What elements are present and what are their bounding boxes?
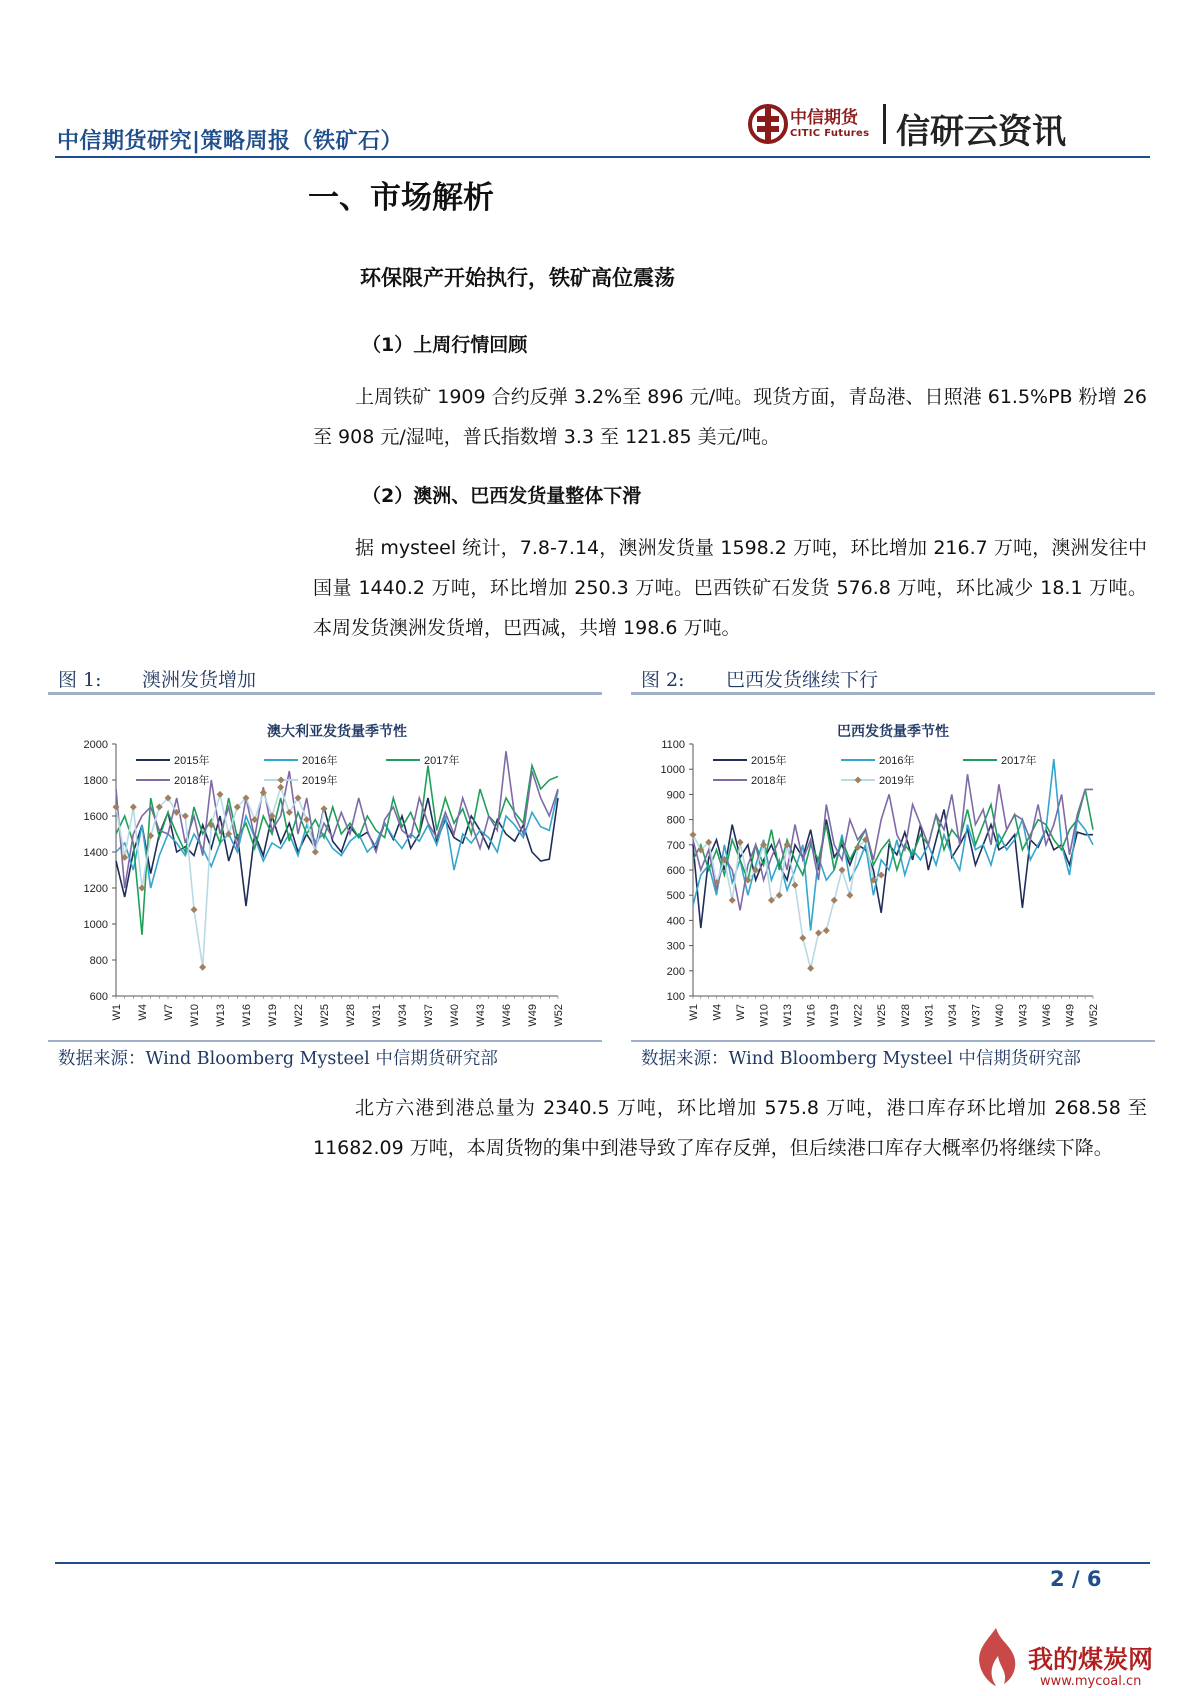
logo-chinese-name: 中信期货 <box>790 108 858 128</box>
x-tick-label: W7 <box>163 1004 175 1021</box>
data-point-2019年 <box>815 930 822 937</box>
x-tick-label: W22 <box>293 1004 305 1027</box>
chart-title: 澳大利亚发货量季节性 <box>267 723 407 739</box>
x-tick-label: W40 <box>449 1004 461 1027</box>
watermark-site-name: 我的煤炭网 <box>1028 1645 1154 1674</box>
x-tick-label: W22 <box>852 1004 865 1027</box>
x-tick-label: W37 <box>423 1004 435 1027</box>
data-point-2019年 <box>130 804 137 811</box>
y-tick-label: 1400 <box>83 847 108 859</box>
data-point-2019年 <box>791 882 798 889</box>
legend-label: 2017年 <box>424 755 460 767</box>
paragraph-port-arrivals: 北方六港到港总量为 2340.5 万吨，环比增加 575.8 万吨，港口库存环比增加 268.58 至 11682.09 万吨，本周货物的集中到港导致了库存反弹，但后续港口库存大概率仍将继续下降。 <box>313 1097 1147 1159</box>
y-tick-label: 1600 <box>83 811 108 823</box>
x-tick-label: W1 <box>111 1004 123 1021</box>
series-line-2019年 <box>116 787 324 967</box>
x-tick-label: W34 <box>946 1004 959 1027</box>
figure-2-caption: 巴西发货继续下行 <box>726 669 879 691</box>
x-tick-label: W46 <box>501 1004 513 1027</box>
legend-label: 2016年 <box>302 755 338 767</box>
chart-title: 巴西发货量季节性 <box>837 723 949 739</box>
figure-2-label: 图 2: <box>641 669 685 691</box>
paragraph-weekly-review: 上周铁矿 1909 合约反弹 3.2%至 896 元/吨。现货方面，青岛港、日照港 61.5%PB 粉增 26 至 908 元/湿吨，普氏指数增 3.3 至 121.85 美元/吨。 <box>313 386 1147 448</box>
y-tick-label: 300 <box>666 940 685 953</box>
data-point-2019年 <box>260 789 267 796</box>
paragraph-shipments: 据 mysteel 统计，7.8-7.14，澳洲发货量 1598.2 万吨，环比增加 216.7 万吨，澳洲发往中国量 1440.2 万吨，环比增加 250.3 万吨。巴西铁矿石发货 576.8 万吨，环比减少 18.1 万吨。本周发货澳洲发货增，巴西减，共增 198.6 万吨。 <box>313 537 1147 639</box>
x-tick-label: W16 <box>805 1004 818 1027</box>
chart-australia-shipments <box>48 702 602 1040</box>
x-tick-label: W25 <box>876 1004 889 1027</box>
x-tick-label: W10 <box>189 1004 201 1027</box>
x-tick-label: W28 <box>345 1004 357 1027</box>
x-tick-label: W49 <box>527 1004 539 1027</box>
article-subheading: 环保限产开始执行，铁矿高位震荡 <box>360 266 675 290</box>
data-point-2019年 <box>199 964 206 971</box>
legend-label: 2018年 <box>751 775 787 787</box>
data-point-2019年 <box>217 791 224 798</box>
section-title: 一、市场解析 <box>308 180 494 216</box>
data-point-2019年 <box>303 816 310 823</box>
y-tick-label: 600 <box>89 991 108 1003</box>
x-tick-label: W19 <box>267 1004 279 1027</box>
flame-watermark-icon <box>968 1624 1024 1690</box>
figure-2-top-rule <box>631 692 1155 695</box>
x-tick-label: W31 <box>923 1004 936 1027</box>
x-tick-label: W31 <box>371 1004 383 1027</box>
x-tick-label: W46 <box>1040 1004 1053 1027</box>
x-tick-label: W16 <box>241 1004 253 1027</box>
data-point-2019年 <box>690 831 697 838</box>
legend-label: 2019年 <box>302 775 338 787</box>
legend-label: 2017年 <box>1001 755 1037 767</box>
figure-1-bottom-rule <box>48 1040 602 1042</box>
figure-1-top-rule <box>48 692 602 695</box>
x-tick-label: W34 <box>397 1004 409 1027</box>
legend-label: 2015年 <box>174 755 210 767</box>
heading-weekly-review: （1）上周行情回顾 <box>362 334 528 356</box>
logo-english-name: CITIC Futures <box>790 128 870 139</box>
chart-brazil-shipments <box>631 702 1155 1040</box>
x-tick-label: W43 <box>475 1004 487 1027</box>
x-tick-label: W13 <box>782 1004 795 1027</box>
x-tick-label: W4 <box>137 1004 149 1021</box>
y-tick-label: 200 <box>666 965 685 978</box>
y-tick-label: 500 <box>666 890 685 903</box>
legend-label: 2015年 <box>751 755 787 767</box>
figure-1-caption: 澳洲发货增加 <box>142 669 257 691</box>
data-point-2019年 <box>321 805 328 812</box>
y-tick-label: 800 <box>89 955 108 967</box>
brand-name: 信研云资讯 <box>896 112 1066 152</box>
x-tick-label: W19 <box>829 1004 842 1027</box>
x-tick-label: W52 <box>1088 1004 1100 1027</box>
figure-2-bottom-rule <box>631 1040 1155 1042</box>
footer-divider <box>55 1562 1150 1564</box>
x-tick-label: W40 <box>993 1004 1006 1027</box>
x-tick-label: W28 <box>899 1004 912 1027</box>
x-tick-label: W37 <box>970 1004 983 1027</box>
data-point-2019年 <box>831 897 838 904</box>
y-tick-label: 1000 <box>660 764 685 777</box>
data-point-2019年 <box>823 927 830 934</box>
figure-2-source: 数据来源：Wind Bloomberg Mysteel 中信期货研究部 <box>641 1049 1081 1069</box>
x-tick-label: W49 <box>1064 1004 1077 1027</box>
y-tick-label: 1100 <box>661 739 685 751</box>
y-tick-label: 900 <box>666 789 685 802</box>
legend-marker <box>278 777 285 784</box>
x-tick-label: W4 <box>711 1004 724 1021</box>
y-tick-label: 400 <box>666 915 685 928</box>
legend-marker <box>855 777 862 784</box>
data-point-2019年 <box>799 935 806 942</box>
data-point-2019年 <box>286 809 293 816</box>
x-tick-label: W43 <box>1017 1004 1030 1027</box>
legend-label: 2018年 <box>174 775 210 787</box>
legend-label: 2016年 <box>879 755 915 767</box>
data-point-2019年 <box>839 867 846 874</box>
y-tick-label: 700 <box>666 839 685 852</box>
citic-logo-icon <box>748 100 788 146</box>
header-divider <box>55 156 1150 158</box>
data-point-2019年 <box>277 784 284 791</box>
x-tick-label: W25 <box>319 1004 331 1027</box>
watermark-url: www.mycoal.cn <box>1040 1674 1142 1689</box>
legend-label: 2019年 <box>879 775 915 787</box>
heading-shipments: （2）澳洲、巴西发货量整体下滑 <box>362 485 642 507</box>
x-tick-label: W10 <box>758 1004 771 1027</box>
y-tick-label: 2000 <box>83 739 108 751</box>
report-header-title: 中信期货研究|策略周报（铁矿石） <box>57 129 404 154</box>
figure-1-label: 图 1: <box>58 669 102 691</box>
y-tick-label: 600 <box>666 865 685 877</box>
x-tick-label: W13 <box>215 1004 227 1027</box>
data-point-2019年 <box>295 795 302 802</box>
y-tick-label: 1800 <box>83 775 108 787</box>
x-tick-label: W1 <box>688 1004 700 1021</box>
data-point-2019年 <box>846 892 853 899</box>
figure-1-source: 数据来源：Wind Bloomberg Mysteel 中信期货研究部 <box>58 1049 498 1069</box>
x-tick-label: W7 <box>735 1004 748 1021</box>
data-point-2019年 <box>312 849 319 856</box>
data-point-2019年 <box>807 965 814 972</box>
data-point-2019年 <box>729 897 736 904</box>
data-point-2019年 <box>182 813 189 820</box>
y-tick-label: 1200 <box>83 883 108 895</box>
logo-separator <box>883 104 886 144</box>
y-tick-label: 100 <box>666 991 685 1003</box>
page-number: 2 / 6 <box>1050 1567 1102 1591</box>
y-tick-label: 800 <box>666 814 685 827</box>
y-tick-label: 1000 <box>83 919 108 931</box>
data-point-2019年 <box>191 906 198 913</box>
x-tick-label: W52 <box>553 1004 565 1027</box>
